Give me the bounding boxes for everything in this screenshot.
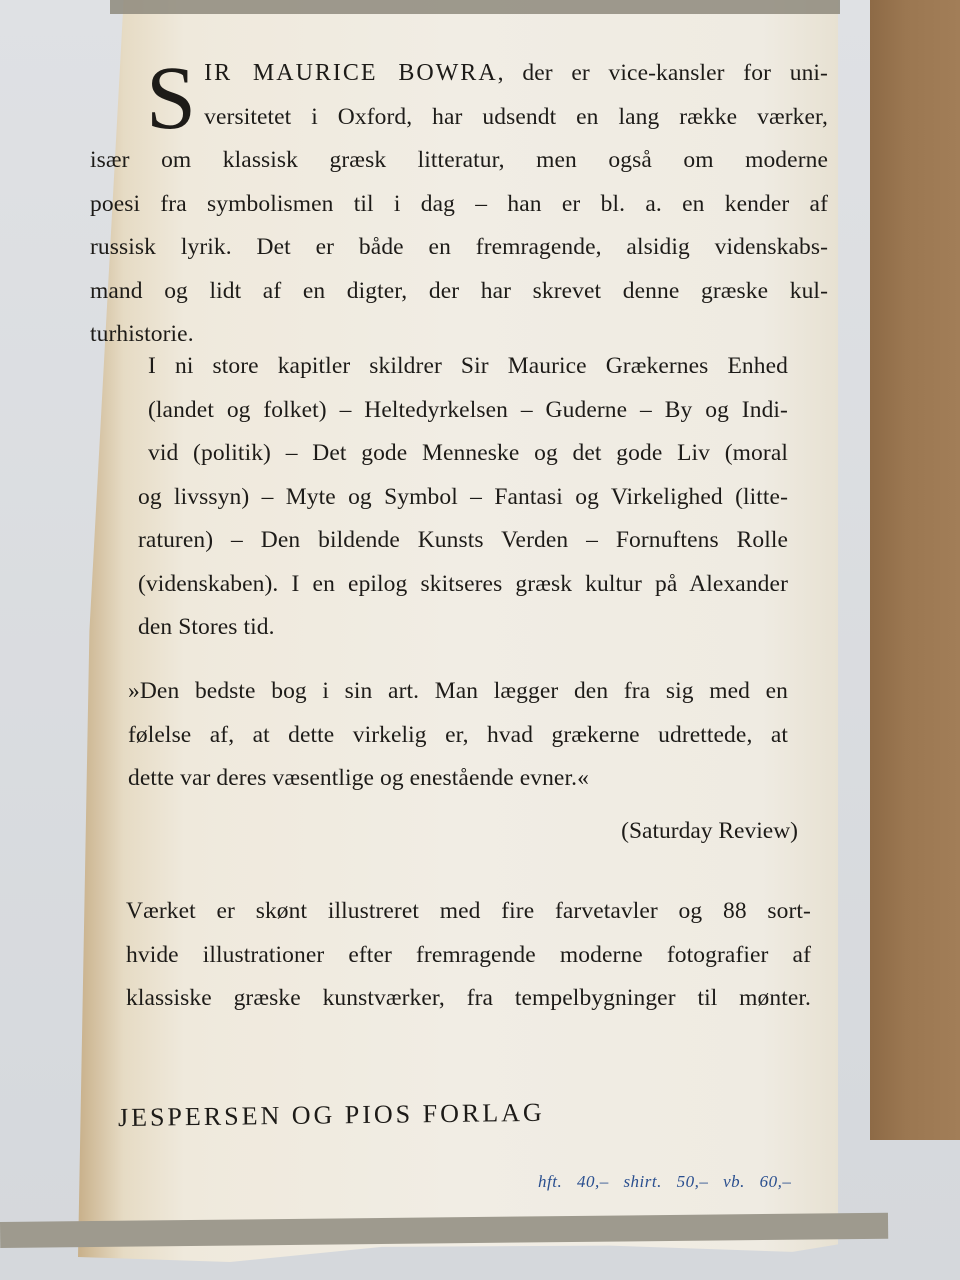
text-line: den Stores tid. xyxy=(138,614,275,640)
drop-cap: S xyxy=(146,49,197,148)
text-line: poesi fra symbolismen til i dag – han er bl. a. en kender af xyxy=(90,190,828,217)
text-line: IR MAURICE BOWRA, der er vice-kansler for uni- xyxy=(204,60,828,86)
top-gray-band xyxy=(110,0,840,14)
text-line: følelse af, at dette virkelig er, hvad grækerne udrettede, at xyxy=(128,721,788,748)
text-line: hvide illustrationer efter fremragende moderne fotografier af xyxy=(126,941,811,968)
text-line: russisk lyrik. Det er både en fremragende, alsidig videnskabs- xyxy=(90,234,828,260)
text-line: versitetet i Oxford, har udsendt en lang række værker, xyxy=(204,103,828,130)
review-quote xyxy=(128,670,808,801)
intro-paragraph xyxy=(90,49,828,357)
text-line: dette var deres væsentlige og enestående evner.« xyxy=(128,765,589,791)
text-line: I ni store kapitler skildrer Sir Maurice Grækernes Enhed xyxy=(148,353,788,379)
text-line: (landet og folket) – Heltedyrkelsen – Guderne – By og Indi- xyxy=(148,396,788,423)
brown-book-underneath xyxy=(870,0,960,1140)
publisher-name: JESPERSEN OG PIOS FORLAG xyxy=(117,1097,545,1132)
author-name: IR MAURICE BOWRA xyxy=(204,60,498,86)
text-line: (videnskaben). I en epilog skitseres græsk kultur på Alexander xyxy=(138,570,788,597)
text-line: »Den bedste bog i sin art. Man lægger den fra sig med en xyxy=(128,678,788,704)
text-line: klassiske græske kunstværker, fra tempelbygninger til mønter. xyxy=(126,985,811,1011)
text-line: og livssyn) – Myte og Symbol – Fantasi og Virkelighed (litte- xyxy=(138,483,788,510)
text-line: især om klassisk græsk litteratur, men også om moderne xyxy=(90,147,828,173)
text-line: Værket er skønt illustreret med fire farvetavler og 88 sort- xyxy=(126,898,811,924)
chapters-paragraph xyxy=(138,345,828,650)
quote-attribution: (Saturday Review) xyxy=(621,818,798,844)
text-line: raturen) – Den bildende Kunsts Verden – Fornuftens Rolle xyxy=(138,527,788,553)
price-list: hft. 40,– shirt. 50,– vb. 60,– xyxy=(538,1172,792,1191)
illustrations-paragraph xyxy=(126,890,831,1021)
text-line: mand og lidt af en digter, der har skrevet denne græske kul- xyxy=(90,277,828,304)
text-line: turhistorie. xyxy=(90,321,194,347)
text-line: vid (politik) – Det gode Menneske og det gode Liv (moral xyxy=(148,440,788,466)
